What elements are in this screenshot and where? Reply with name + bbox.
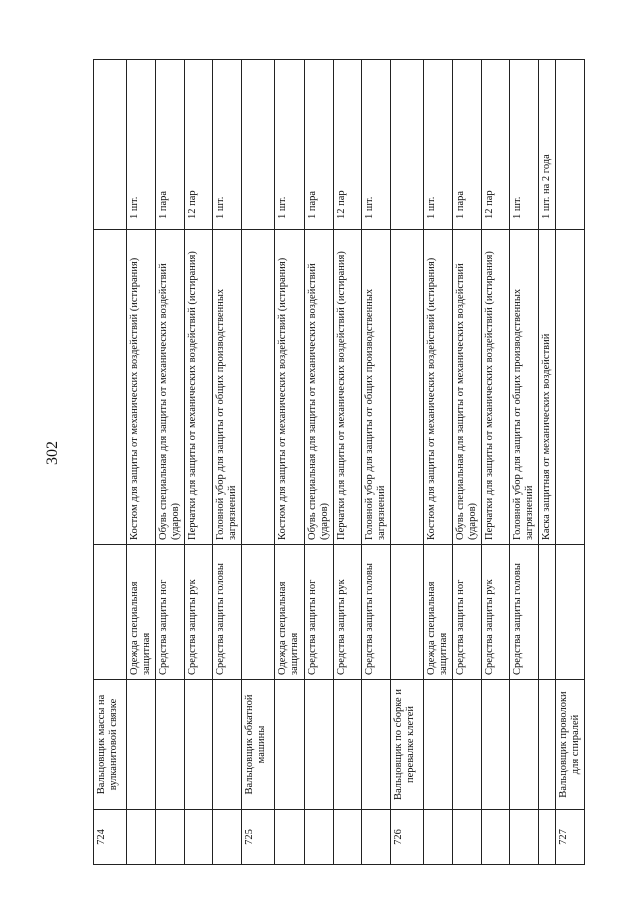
empty-cell (510, 810, 539, 865)
ppe-type-cell: Средства защиты головы (510, 545, 539, 680)
table-frame (93, 60, 582, 865)
table-row (510, 60, 539, 865)
ppe-item-cell: Перчатки для защиты от механических воздействий (истирания) (185, 230, 213, 545)
ppe-type-cell: Средства защиты ног (304, 545, 333, 680)
empty-cell (482, 680, 510, 810)
ppe-qty-cell: 12 пар (185, 60, 213, 230)
empty-cell (213, 680, 242, 810)
ppe-item-cell: Костюм для защиты от механических воздействий (истирания) (275, 230, 304, 545)
ppe-item-cell: Обувь специальная для защиты от механических воздействий (ударов) (452, 230, 481, 545)
table-row (185, 60, 213, 865)
empty-cell (304, 810, 333, 865)
empty-cell (242, 230, 275, 545)
empty-cell (185, 810, 213, 865)
empty-cell (127, 680, 156, 810)
empty-cell (361, 810, 390, 865)
empty-cell (539, 680, 556, 810)
empty-cell (333, 810, 361, 865)
ppe-type-cell: Одежда специальная защитная (275, 545, 304, 680)
profession-cell: Вальцовщик обкатной машины (242, 680, 275, 810)
ppe-qty-cell: 12 пар (482, 60, 510, 230)
ppe-qty-cell: 1 шт. на 2 года (539, 60, 556, 230)
ppe-norms-table (93, 59, 585, 865)
row-number: 727 (556, 810, 585, 865)
ppe-item-cell: Обувь специальная для защиты от механических воздействий (ударов) (156, 230, 185, 545)
ppe-qty-cell: 1 шт. (213, 60, 242, 230)
empty-cell (333, 680, 361, 810)
row-number: 724 (94, 810, 127, 865)
table-row (482, 60, 510, 865)
ppe-qty-cell: 1 шт. (361, 60, 390, 230)
empty-cell (510, 680, 539, 810)
empty-cell (390, 60, 423, 230)
ppe-type-cell: Средства защиты рук (482, 545, 510, 680)
empty-cell (556, 545, 585, 680)
empty-cell (94, 230, 127, 545)
ppe-item-cell: Обувь специальная для защиты от механических воздействий (ударов) (304, 230, 333, 545)
ppe-type-cell: Средства защиты рук (333, 545, 361, 680)
ppe-qty-cell: 1 шт. (127, 60, 156, 230)
table-row (423, 60, 452, 865)
ppe-type-cell: Одежда специальная защитная (127, 545, 156, 680)
empty-cell (390, 230, 423, 545)
rotated-table (93, 60, 582, 865)
ppe-item-cell: Перчатки для защиты от механических воздействий (истирания) (482, 230, 510, 545)
empty-cell (242, 60, 275, 230)
ppe-item-cell: Головной убор для защиты от общих производственных загрязнений (510, 230, 539, 545)
ppe-qty-cell: 1 пара (156, 60, 185, 230)
ppe-qty-cell: 1 шт. (275, 60, 304, 230)
row-number: 726 (390, 810, 423, 865)
empty-cell (304, 680, 333, 810)
ppe-type-cell: Средства защиты рук (185, 545, 213, 680)
ppe-qty-cell: 1 шт. (423, 60, 452, 230)
empty-cell (390, 545, 423, 680)
empty-cell (423, 810, 452, 865)
empty-cell (127, 810, 156, 865)
ppe-type-cell: Средства защиты ног (452, 545, 481, 680)
profession-cell: Вальцовщик по сборке и перевалке клетей (390, 680, 423, 810)
empty-cell (156, 680, 185, 810)
table-row (539, 60, 556, 865)
profession-cell: Вальцовщик массы на вулканитовой связке (94, 680, 127, 810)
ppe-qty-cell: 12 пар (333, 60, 361, 230)
table-row (333, 60, 361, 865)
ppe-type-cell (539, 545, 556, 680)
empty-cell (94, 545, 127, 680)
ppe-qty-cell: 1 шт. (510, 60, 539, 230)
empty-cell (242, 545, 275, 680)
ppe-item-cell: Головной убор для защиты от общих производственных загрязнений (213, 230, 242, 545)
table-row (275, 60, 304, 865)
ppe-type-cell: Одежда специальная защитная (423, 545, 452, 680)
table-row (127, 60, 156, 865)
row-number: 725 (242, 810, 275, 865)
table-row (556, 60, 585, 865)
empty-cell (156, 810, 185, 865)
ppe-item-cell: Каска защитная от механических воздействий (539, 230, 556, 545)
table-row (304, 60, 333, 865)
empty-cell (275, 680, 304, 810)
ppe-type-cell: Средства защиты головы (213, 545, 242, 680)
table-row (452, 60, 481, 865)
table-row (213, 60, 242, 865)
empty-cell (185, 680, 213, 810)
table-row (390, 60, 423, 865)
table-row (156, 60, 185, 865)
profession-cell: Вальцовщик проволоки для спиралей (556, 680, 585, 810)
table-row (361, 60, 390, 865)
ppe-qty-cell: 1 пара (452, 60, 481, 230)
empty-cell (94, 60, 127, 230)
empty-cell (452, 810, 481, 865)
table-row (94, 60, 127, 865)
empty-cell (482, 810, 510, 865)
ppe-qty-cell: 1 пара (304, 60, 333, 230)
ppe-item-cell: Головной убор для защиты от общих производственных загрязнений (361, 230, 390, 545)
empty-cell (423, 680, 452, 810)
empty-cell (556, 230, 585, 545)
table-row (242, 60, 275, 865)
page-number: 302 (44, 441, 61, 465)
ppe-item-cell: Перчатки для защиты от механических воздействий (истирания) (333, 230, 361, 545)
empty-cell (361, 680, 390, 810)
ppe-item-cell: Костюм для защиты от механических воздействий (истирания) (423, 230, 452, 545)
ppe-item-cell: Костюм для защиты от механических воздействий (истирания) (127, 230, 156, 545)
empty-cell (452, 680, 481, 810)
ppe-type-cell: Средства защиты ног (156, 545, 185, 680)
empty-cell (275, 810, 304, 865)
empty-cell (539, 810, 556, 865)
empty-cell (556, 60, 585, 230)
empty-cell (213, 810, 242, 865)
ppe-type-cell: Средства защиты головы (361, 545, 390, 680)
